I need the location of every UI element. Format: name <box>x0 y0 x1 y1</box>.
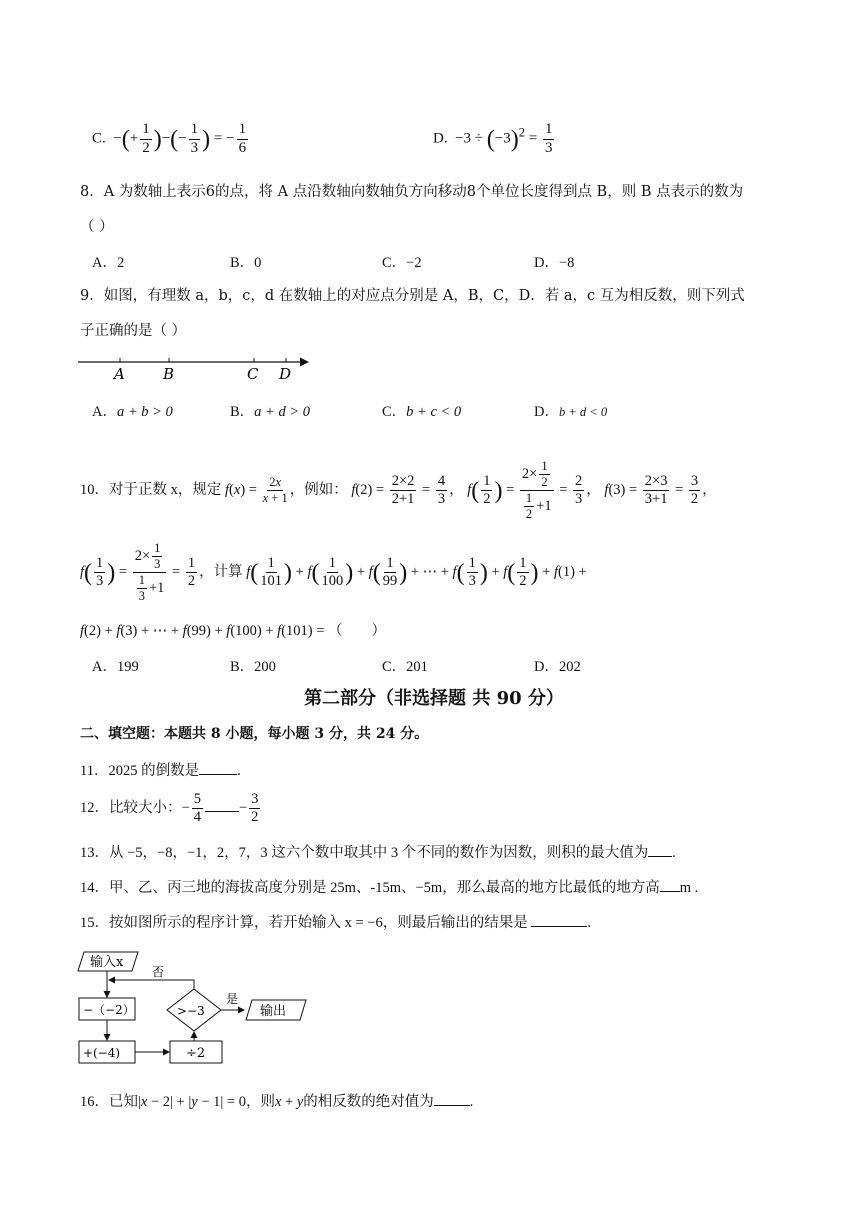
program-flowchart <box>74 947 314 1072</box>
q10-sum-line: f(2) + f(3) + ⋯ + f(99) + f(100) + f(101) = （ ） <box>80 623 387 639</box>
q10-option-d: D．202 <box>534 659 581 675</box>
q10-option-a: A．199 <box>92 659 139 675</box>
step-plus-neg4-label: +(−4) <box>83 1046 121 1060</box>
q8-option-c: C．−2 <box>382 255 422 271</box>
q8-option-b: B．0 <box>230 255 262 271</box>
q13: 13．从 −5，−8，−1，2，7，3 这六个数中取其中 3 个不同的数作为因数，则积的最大值为 . <box>80 845 676 861</box>
step-minus-neg2-label: −（−2） <box>83 1003 135 1017</box>
point-d-label: D <box>279 365 292 383</box>
q15-blank <box>531 915 587 927</box>
condition-label: >−3 <box>177 1004 205 1018</box>
q9-option-b: B．a + d > 0 <box>230 404 310 420</box>
q11: 11．2025 的倒数是 . <box>80 763 241 779</box>
q13-blank <box>648 845 672 857</box>
q10-option-b: B．200 <box>230 659 276 675</box>
point-a-label: A <box>114 365 125 383</box>
q12-blank <box>205 800 239 812</box>
output-label: 输出 <box>260 1004 287 1019</box>
point-b-label: B <box>163 365 175 383</box>
q9-stem: 9．如图，有理数 a，b，c，d 在数轴上的对应点分别是 A，B，C，D．若 a，c 互为相反数，则下列式 <box>80 288 745 304</box>
q14-blank <box>660 880 680 892</box>
q10-option-c: C．201 <box>382 659 428 675</box>
step-divide-2-label: ÷2 <box>186 1046 206 1061</box>
q15: 15．按如图所示的程序计算，若开始输入 x = −6，则最后输出的结果是 . <box>80 915 591 931</box>
number-line-diagram <box>76 352 316 384</box>
q8-option-d: D．−8 <box>534 255 575 271</box>
q8-paren: （ ） <box>80 219 114 235</box>
q9-option-a: A．a + b > 0 <box>92 404 173 420</box>
no-label: 否 <box>152 965 165 979</box>
q8-stem: 8．A 为数轴上表示6的点，将 A 点沿数轴向数轴负方向移动8个单位长度得到点 B，则 B 点表示的数为 <box>80 184 744 200</box>
q10-definition: 10．对于正数 x，规定 f(x) = $\frac{2x}{x + 1}$ ，例如： f(2) = $\frac{2\times 2}{2+1}$ = $\frac{4}{3}$ ， f( $\frac{1}{2}$ ) = 2× $\frac{1}{2}$ $\frac{1}{2}$ +1 = $\frac{2}{3}$ ， f(3) = $\frac{2\times 3}{3+1}$ = $\frac{3}{2}$ ， <box>80 459 717 522</box>
q11-blank <box>199 763 237 775</box>
q7-option-c: C. −(+ $\frac{1}{2}$ )−(− $\frac{1}{3}$ ) = − $\frac{1}{6}$ <box>92 121 247 156</box>
point-c-label: C <box>247 365 259 383</box>
q10-example-line2: f( $\frac{1}{3}$ ) = 2× $\frac{1}{3}$ $\frac{1}{3}$ +1 = $\frac{1}{2}$ ，计算 f( $\frac{1}{101}$ ) + f( $\frac{1}{100}$ ) + f( $\frac{1}{99}$ ) + ⋯ + f( $\frac{1}{3}$ ) + f( $\frac{1}{2}$ ) + f(1) + <box>80 541 587 604</box>
part2-heading: 第二部分（非选择题 共 90 分） <box>304 688 564 709</box>
section-fill-blank: 二、填空题：本题共 8 小题，每小题 3 分，共 24 分。 <box>80 726 429 742</box>
q16: 16．已知|x − 2| + |y − 1| = 0，则x + y的相反数的绝对值为 . <box>80 1094 474 1110</box>
yes-label: 是 <box>226 992 239 1006</box>
q9-stem2: 子正确的是（ ） <box>80 323 187 339</box>
q9-option-d: D．b + d < 0 <box>534 404 608 420</box>
q9-option-c: C．b + c < 0 <box>382 404 462 420</box>
q8-option-a: A．2 <box>92 255 125 271</box>
q16-blank <box>434 1094 470 1106</box>
q14: 14．甲、乙、丙三地的海拔高度分别是 25m、‑15m、−5m，那么最高的地方比最低的地方高 m . <box>80 880 699 896</box>
q7-option-d: D. $-3 \div (-3)^2$ = $\frac{1}{3}$ <box>433 121 553 156</box>
q12: 12．比较大小：− $\frac{5}{4}$ − $\frac{3}{2}$ <box>80 791 259 826</box>
input-label: 输入x <box>90 955 124 970</box>
